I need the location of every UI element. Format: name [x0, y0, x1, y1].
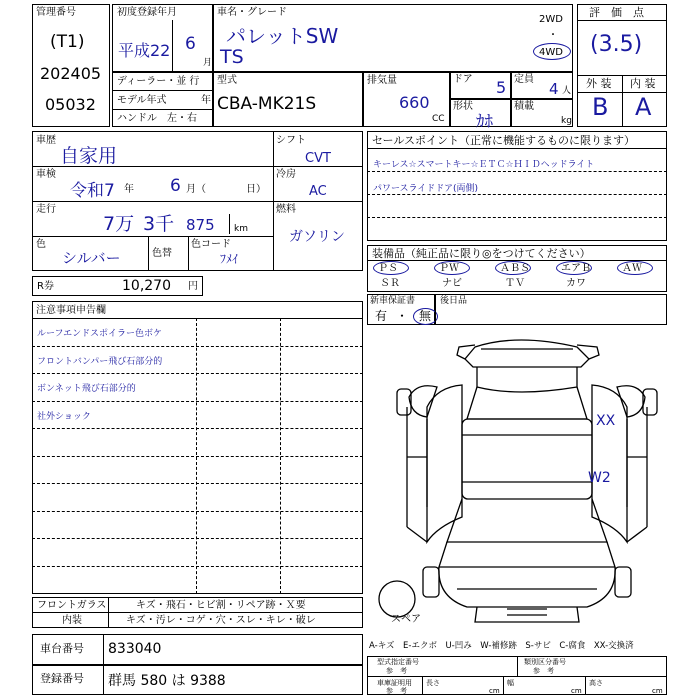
- width-unit: cm: [571, 687, 582, 695]
- door-value: 5: [496, 78, 507, 97]
- notes-box: [32, 301, 363, 594]
- r-ticket-value: 10,270: [122, 278, 171, 294]
- sales-line-1-text: キーレス☆スマートキー☆ＥＴＣ☆ＨＩＤヘッドライト: [373, 160, 595, 170]
- length-unit: cm: [489, 687, 500, 695]
- sales-title: セールスポイント（正常に機能するものに限ります）: [372, 134, 636, 147]
- inspection-year-unit: 年: [124, 184, 134, 195]
- warranty-no: 無: [419, 309, 432, 323]
- reg-divider: [172, 20, 173, 72]
- eval-line: [577, 20, 667, 21]
- sales-line-1: [367, 171, 667, 172]
- equipment-item: カワ: [566, 278, 586, 289]
- color-value: シルバー: [62, 249, 121, 267]
- mgmt-number-2: 05032: [45, 95, 96, 114]
- notes-rule: [32, 511, 363, 512]
- form-class-label: 類別区分番号: [524, 658, 566, 666]
- sales-line-3: [367, 217, 667, 218]
- color-divider-2: [188, 236, 189, 271]
- glass-line: [32, 612, 363, 613]
- plate-label: 登録番号: [40, 672, 84, 685]
- drive-dot: ・: [548, 30, 558, 41]
- mgmt-tag: (T1): [50, 32, 85, 52]
- warranty-yes: 有: [375, 309, 388, 323]
- interior-label: 内 装: [630, 77, 656, 90]
- left-side-shape: [427, 385, 462, 542]
- type-value: CBA-MK21S: [217, 94, 317, 114]
- notes-line: ボンネット飛び石部分的: [37, 384, 136, 394]
- shift-value: CVT: [305, 151, 331, 166]
- plate-divider: [103, 665, 104, 695]
- inspection-era: 令和7: [70, 181, 115, 201]
- notes-rule: [32, 538, 363, 539]
- notes-rule: [32, 566, 363, 567]
- car-grade-value: TS: [220, 46, 244, 68]
- history-value: 自家用: [60, 145, 118, 167]
- seat-value: 4: [549, 80, 559, 98]
- front-right-wheel: [615, 567, 631, 597]
- form-divider-3: [503, 676, 504, 695]
- interior-note-label: 内装: [62, 615, 82, 626]
- car-diagram: [367, 327, 667, 627]
- seat-label: 定員: [514, 74, 534, 85]
- mileage-sen: 3千: [143, 213, 175, 235]
- equipment-item: エアＢ: [561, 263, 591, 274]
- load-label: 積載: [514, 101, 534, 112]
- spare-tire: [379, 581, 415, 617]
- equipment-title: 装備品（純正品に限り◎をつけてください）: [372, 247, 591, 260]
- fuel-value: ガソリン: [289, 229, 345, 245]
- equipment-item: ＡＢＳ: [500, 263, 530, 274]
- notes-column-rule: [280, 318, 281, 594]
- notes-rule: [32, 401, 363, 402]
- eval-score: (3.5): [590, 32, 643, 57]
- mid-line-1: [273, 166, 363, 167]
- dealer-label: ディーラー・並 行: [117, 76, 200, 87]
- length-label: 長さ: [426, 679, 440, 687]
- color-code-value: ﾌﾒｲ: [220, 252, 239, 266]
- seat-unit: 人: [562, 86, 572, 96]
- form-divider-2: [422, 676, 423, 695]
- damage-mark-xx: XX: [596, 413, 616, 429]
- reg-month-unit: 月: [203, 58, 213, 68]
- dealer-line-1: [112, 90, 213, 91]
- mgmt-label: 管理番号: [36, 7, 76, 18]
- mileage-tick: [229, 214, 230, 234]
- chassis-label: 車台番号: [40, 642, 84, 655]
- door-label: ドア: [453, 74, 473, 85]
- r-ticket-box: [32, 276, 203, 296]
- drive-2wd: 2WD: [539, 14, 563, 25]
- color-divider-1: [148, 236, 149, 271]
- rear-left-wheel: [397, 389, 411, 415]
- fuel-label: 燃料: [276, 204, 296, 215]
- sales-line-2: [367, 194, 667, 195]
- windshield-shape: [447, 499, 607, 542]
- hood-shape: [439, 567, 615, 607]
- shape-value: ｶﾎ: [476, 112, 493, 132]
- right-side-shape: [592, 385, 627, 542]
- form-class-ref: 参 考: [533, 667, 554, 675]
- sales-line-0: [367, 148, 667, 149]
- mgmt-number-1: 202405: [40, 64, 102, 83]
- info-line-2: [32, 201, 273, 202]
- color-change-label: 色替: [152, 248, 172, 259]
- form-type-label: 型式指定番号: [377, 658, 419, 666]
- eval-divider: [622, 75, 623, 127]
- reg-date-label: 初度登録年月: [117, 7, 177, 18]
- notes-line: ルーフエンドスポイラー色ボケ: [37, 329, 163, 339]
- cc-unit: CC: [432, 114, 445, 124]
- reg-era: 平成22: [118, 41, 171, 60]
- reg-month: 6: [185, 34, 196, 54]
- interior-note-text: キズ・汚レ・コゲ・穴・スレ・キレ・破レ: [126, 615, 316, 626]
- after-item-label: 後日品: [440, 296, 468, 306]
- ac-label: 冷房: [276, 169, 296, 180]
- inspection-day-unit: 日）: [246, 184, 266, 195]
- inspection-month: 6: [170, 176, 181, 196]
- rear-body-shape: [477, 367, 577, 392]
- form-type-ref: 参 考: [386, 667, 407, 675]
- equipment-item: ＰＷ: [439, 263, 459, 274]
- notes-rule: [32, 346, 363, 347]
- interior-grade: A: [635, 93, 652, 121]
- sales-line-2-text: パワースライドドア(両側): [373, 184, 479, 194]
- damage-mark-w2: W2: [588, 470, 611, 486]
- r-ticket-label: R券: [37, 281, 54, 292]
- history-label: 車歴: [36, 135, 56, 146]
- front-left-wheel: [423, 567, 439, 597]
- car-name-value: パレットSW: [226, 24, 339, 48]
- cert-label: 車庫証明用: [377, 679, 412, 687]
- rear-right-wheel: [643, 389, 657, 415]
- exterior-grade: B: [592, 93, 609, 121]
- equipment-item: ナビ: [442, 278, 462, 289]
- drive-4wd: 4WD: [539, 47, 563, 58]
- after-item-box: [435, 294, 667, 325]
- warranty-label: 新車保証書: [370, 296, 416, 306]
- spare-label: スペア: [391, 614, 421, 625]
- displacement-label: 排気量: [367, 75, 397, 86]
- dealer-line-2: [112, 109, 213, 110]
- chassis-divider: [103, 634, 104, 665]
- model-year-label: モデル年式: [117, 95, 167, 106]
- form-divider-4: [585, 676, 586, 695]
- glass-divider: [108, 597, 109, 628]
- exterior-label: 外 装: [586, 77, 612, 90]
- form-divider-1: [517, 656, 518, 676]
- glass-label: フロントガラス: [37, 600, 107, 611]
- mileage-rest: 875: [186, 216, 215, 234]
- notes-line: フロントバンパー飛び石部分的: [37, 356, 163, 367]
- eval-label: 評 価 点: [589, 6, 644, 19]
- notes-column-rule: [196, 318, 197, 594]
- chassis-value: 833040: [108, 641, 162, 657]
- glass-text: キズ・飛石・ヒビ割・リペア跡・Ｘ要: [136, 600, 306, 611]
- shift-label: シフト: [276, 135, 306, 146]
- color-code-label: 色コード: [191, 239, 231, 250]
- mid-line-2: [273, 201, 363, 202]
- equipment-item: ＴＶ: [505, 278, 525, 289]
- notes-rule: [32, 483, 363, 484]
- height-unit: cm: [652, 687, 663, 695]
- plate-value: 群馬 580 は 9388: [108, 673, 226, 689]
- yen-unit: 円: [188, 281, 198, 292]
- notes-line: 社外ショック: [37, 411, 91, 422]
- roof-panel: [462, 419, 592, 499]
- equipment-item: ＰＳ: [378, 263, 398, 274]
- notes-title: 注意事項申告欄: [36, 305, 106, 316]
- form-line: [367, 676, 667, 677]
- equipment-item: ＡＷ: [622, 263, 642, 274]
- info-line-1: [32, 166, 273, 167]
- notes-rule: [32, 456, 363, 457]
- ac-value: AC: [309, 184, 327, 199]
- notes-rule: [32, 318, 363, 319]
- width-label: 幅: [507, 679, 514, 687]
- model-year-unit: 年: [201, 95, 211, 106]
- car-name-label: 車名・グレード: [217, 7, 287, 18]
- mileage-man: 7万: [103, 213, 135, 235]
- mileage-label: 走行: [36, 204, 56, 215]
- notes-rule: [32, 428, 363, 429]
- height-label: 高さ: [589, 679, 603, 687]
- warranty-dot: ・: [396, 309, 409, 323]
- eval-line-3: [577, 92, 667, 93]
- damage-legend: A-キズ E-エクボ U-凹み W-補修跡 S-サビ C-腐食 XX-交換済: [369, 641, 634, 651]
- km-unit: km: [234, 224, 248, 234]
- notes-rule: [32, 373, 363, 374]
- displacement-value: 660: [399, 93, 430, 112]
- handle-label: ハンドル 左・右: [117, 113, 197, 124]
- kg-unit: kg: [561, 116, 572, 126]
- equipment-item: ＳＲ: [380, 278, 400, 289]
- cert-ref: 参 考: [386, 687, 407, 695]
- info-line-3: [32, 236, 273, 237]
- type-label: 型式: [217, 75, 237, 86]
- inspection-month-unit: 月（: [186, 184, 206, 195]
- color-label: 色: [36, 239, 46, 250]
- spoiler-shape: [465, 340, 589, 367]
- inspection-label: 車検: [36, 169, 56, 180]
- shape-label: 形状: [453, 101, 473, 112]
